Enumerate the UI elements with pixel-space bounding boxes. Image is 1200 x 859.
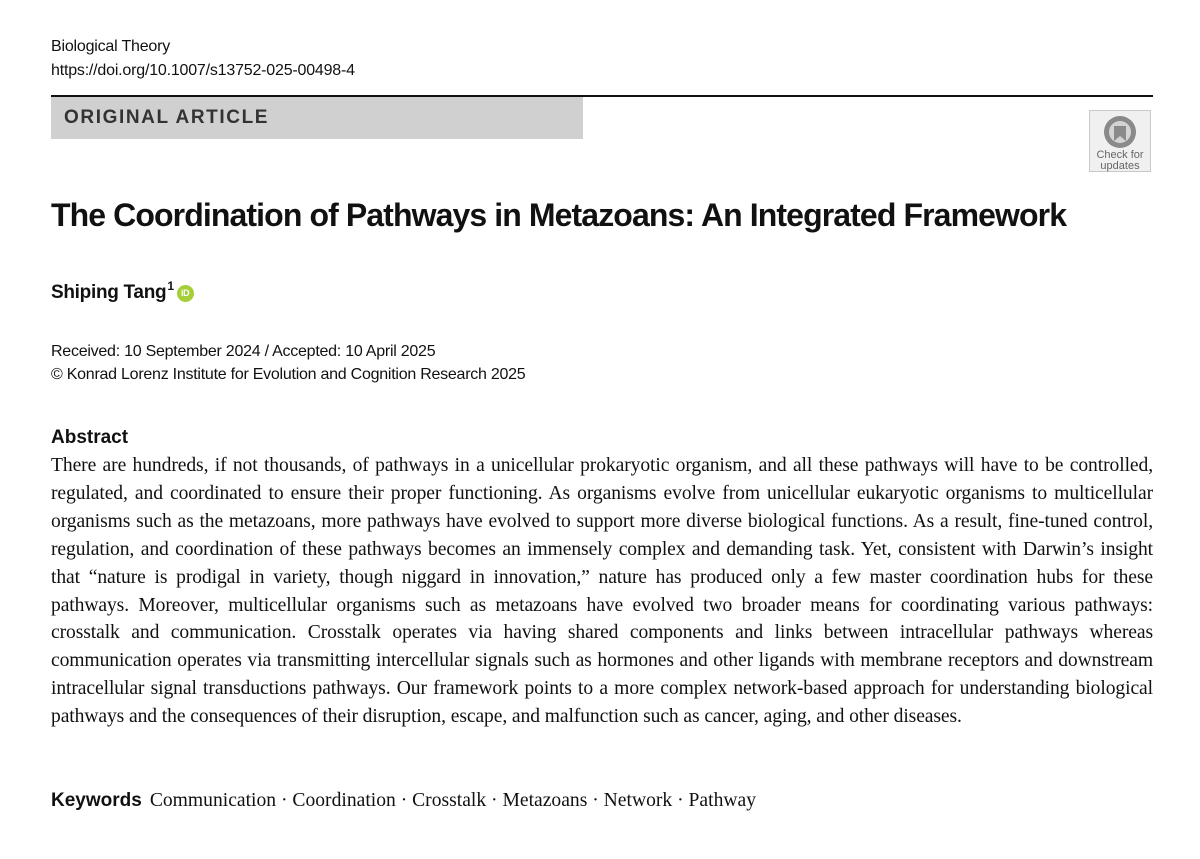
affiliation-mark[interactable]: 1 [167, 279, 174, 293]
article-type: ORIGINAL ARTICLE [64, 107, 270, 128]
keywords-label: Keywords [51, 790, 142, 811]
journal-name: Biological Theory [51, 38, 171, 55]
abstract-body: There are hundreds, if not thousands, of pathways in a unicellular prokaryotic organism, and all these pathways will have to be controlled, regulated, and coordinated to ensure their proper functioning. As organisms evolve from unicellular eukaryotic organisms to multicellular organisms such as the metazoans, more pathways have evolved to support more diverse biological functions. As a result, fine-tuned control, regulation, and coordination of these pathways becomes an immensely complex and demanding task. Yet, consistent with Darwin’s insight that “nature is prodigal in variety, though niggard in innovation,” nature has produced only a few master coordination hubs for these pathways. Moreover, multicellular organisms such as metazoans have evolved two broader means for coordinating various pathways: crosstalk and communication. Crosstalk operates via having shared components and links between intracellular pathways whereas communication operates via transmitting intercellular signals such as hormones and other ligands with membrane receptors and downstream intracellular signal transductions pathways. Our framework points to a more complex network-based approach for understanding biological pathways and the consequences of their disruption, escape, and malfunction such as cancer, aging, and other diseases. [51, 455, 1153, 728]
received-accepted-dates: Received: 10 September 2024 / Accepted: 10 April 2025 [51, 343, 436, 360]
doi-link[interactable]: https://doi.org/10.1007/s13752-025-00498-4 [51, 62, 355, 79]
check-for-updates-icon [1103, 115, 1137, 149]
author-name[interactable]: Shiping Tang [51, 282, 167, 303]
author-line [51, 273, 194, 306]
keywords-values: Communication · Coordination · Crosstalk · Metazoans · Network · Pathway [149, 790, 757, 811]
copyright-line: © Konrad Lorenz Institute for Evolution and Cognition Research 2025 [51, 366, 526, 383]
keywords-line [51, 787, 756, 816]
orcid-icon[interactable]: iD [177, 285, 194, 302]
check-for-updates-label: Check for updates [1096, 149, 1144, 172]
abstract-heading: Abstract [51, 427, 129, 448]
article-type-bar [51, 97, 583, 139]
check-for-updates-badge[interactable] [1089, 110, 1151, 172]
article-title: The Coordination of Pathways in Metazoans: An Integrated Framework [51, 197, 1067, 233]
journal-header [51, 35, 355, 83]
article-dates [51, 340, 525, 386]
